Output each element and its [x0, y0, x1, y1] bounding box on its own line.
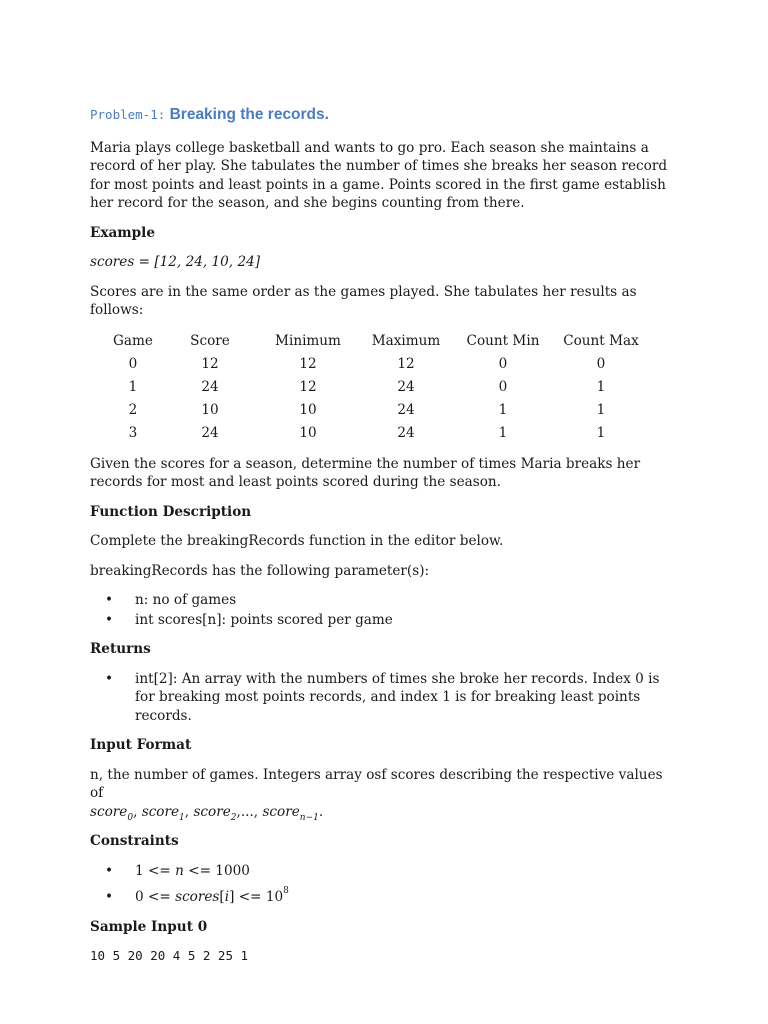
seq-sep: ,: [184, 803, 194, 820]
sample-input-value: 10 5 20 20 4 5 2 25 1: [90, 948, 249, 963]
constraint-bracket: ]: [229, 889, 235, 905]
header-score: Score: [190, 333, 230, 350]
table-cell: 1: [498, 401, 508, 418]
intro-paragraph: Maria plays college basketball and wants to go pro. Each season she maintains a record of her play. She tabulates the number of times she breaks her season record for most points and least points in a game. Points scored in the first game establish her record for the season, and she begins counting from there.: [90, 139, 668, 211]
constraint-value: 1000: [215, 862, 250, 879]
problem-title: [90, 106, 680, 125]
returns-list: [90, 670, 680, 726]
constraints-heading: Constraints: [90, 833, 179, 849]
header-count-max: Count Max: [563, 333, 639, 350]
function-description-heading: Function Description: [90, 503, 252, 520]
input-format-paragraph: [90, 766, 680, 822]
seq-end: .: [318, 803, 324, 820]
table-cell: 24: [201, 424, 219, 441]
function-description-line2: breakingRecords has the following parameter(s):: [90, 562, 430, 579]
constraints-list: [90, 862, 680, 907]
constraint-variable: scores: [175, 889, 220, 905]
table-cell: 1: [596, 378, 606, 395]
seq-term: score: [90, 803, 128, 820]
document-content: [90, 106, 680, 977]
list-item: [90, 862, 680, 881]
table-cell: 24: [397, 378, 415, 395]
seq-term: score: [262, 803, 300, 820]
table-cell: 24: [201, 378, 219, 395]
table-cell: 12: [201, 355, 219, 372]
header-minimum: Minimum: [275, 333, 341, 350]
header-game: Game: [113, 333, 153, 350]
constraint-operator: <=: [234, 889, 266, 905]
table-cell: 1: [498, 424, 508, 441]
parameter-list: [90, 591, 680, 629]
constraint-operator: <=: [183, 862, 216, 879]
sample-input-heading: Sample Input 0: [90, 918, 208, 935]
table-cell: 3: [128, 424, 138, 441]
constraint-operator: <=: [143, 889, 176, 905]
header-maximum: Maximum: [371, 333, 441, 350]
table-row: [104, 376, 650, 399]
constraint-value: 0: [135, 889, 144, 905]
constraint-operator: <=: [143, 862, 176, 879]
table-row: [104, 399, 650, 422]
table-cell: 0: [596, 355, 606, 372]
seq-sub: 1: [179, 812, 185, 823]
table-cell: 12: [397, 355, 415, 372]
list-item: • n: no of games: [90, 591, 680, 610]
table-cell: 10: [299, 424, 317, 441]
function-description-line1: Complete the breakingRecords function in the editor below.: [90, 533, 504, 549]
constraint-bracket: [: [219, 889, 225, 905]
table-row: [104, 422, 650, 445]
list-item: • int[2]: An array with the numbers of times she broke her records. Index 0 is for breaking most points records, and index 1 is for breaking least points records.: [90, 670, 680, 726]
input-format-heading: Input Format: [90, 737, 192, 753]
table-cell: 1: [596, 424, 606, 441]
constraint-index: i: [224, 889, 230, 905]
example-heading: Example: [90, 224, 155, 241]
constraint-value: 10: [265, 889, 284, 905]
returns-heading: Returns: [90, 641, 151, 657]
table-intro: Scores are in the same order as the games played. She tabulates her results as follows:: [90, 283, 637, 318]
seq-sep: ,: [133, 803, 142, 820]
table-cell: 0: [128, 355, 138, 372]
seq-term: score: [141, 803, 180, 820]
seq-sub: 2: [230, 812, 237, 823]
table-cell: 0: [498, 355, 508, 372]
table-cell: 12: [299, 355, 317, 372]
title-prefix: Problem-1:: [90, 107, 166, 122]
records-table: [104, 331, 650, 445]
table-cell: 10: [299, 401, 317, 418]
constraint-variable: n: [175, 862, 184, 879]
table-cell: 1: [596, 401, 606, 418]
constraint-value: 1: [135, 862, 144, 879]
table-cell: 0: [498, 378, 508, 395]
table-row: [104, 353, 650, 376]
table-cell: 24: [397, 401, 415, 418]
constraint-exponent: 8: [283, 886, 289, 896]
title-main: Breaking the records.: [169, 106, 329, 123]
given-paragraph: Given the scores for a season, determine the number of times Maria breaks her records for most and least points scored during the season.: [90, 455, 641, 490]
seq-term: score: [193, 803, 231, 820]
table-cell: 10: [201, 401, 219, 418]
input-format-text: n, the number of games. Integers array osf scores describing the respective values of: [90, 766, 663, 801]
example-scores: scores = [12, 24, 10, 24]: [90, 254, 261, 270]
header-count-min: Count Min: [466, 333, 540, 350]
table-cell: 2: [128, 401, 138, 418]
seq-sub: 0: [127, 812, 134, 823]
list-item: [90, 888, 680, 907]
table-header-row: [104, 331, 650, 353]
list-item: • int scores[n]: points scored per game: [90, 611, 680, 630]
table-cell: 12: [299, 378, 317, 395]
seq-sep: ,...,: [236, 803, 263, 820]
table-cell: 1: [128, 378, 138, 395]
score-sequence: [90, 803, 324, 823]
table-cell: 24: [397, 424, 415, 441]
seq-sub: n−1: [299, 812, 319, 823]
